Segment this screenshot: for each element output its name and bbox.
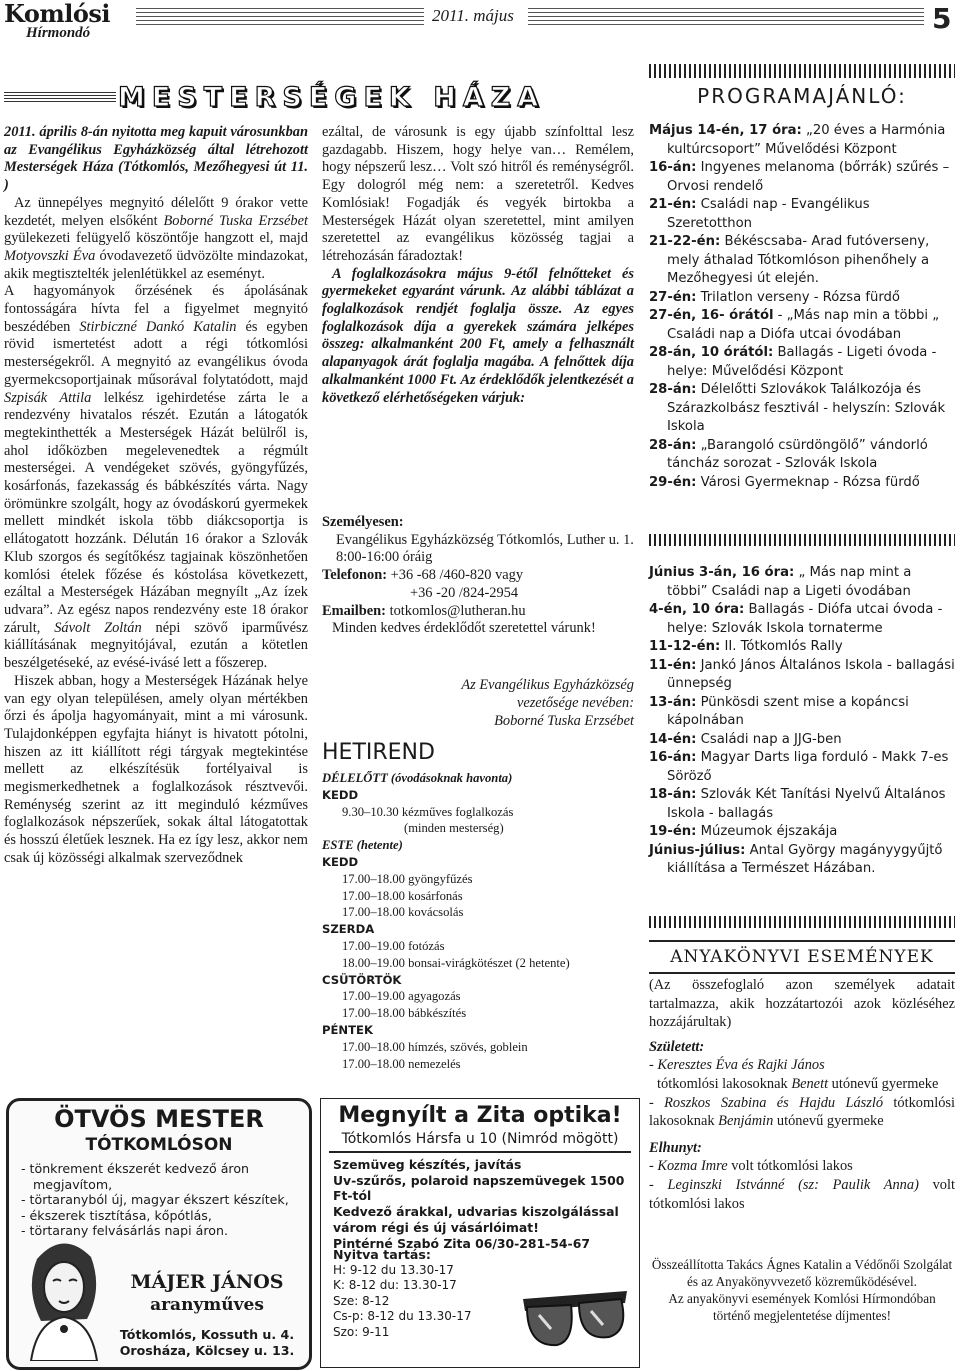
text-run: utónevű gyermeke bbox=[828, 1075, 939, 1092]
program-date: 14-én: bbox=[649, 731, 697, 747]
program-item bbox=[649, 381, 955, 437]
program-item bbox=[649, 344, 955, 381]
opening-hours-list bbox=[333, 1263, 471, 1340]
logo-subtitle: Hírmondó bbox=[26, 25, 91, 41]
text-run: óvodavezető üdvözölte mindazokat, akik megtisztelték jelenlétükkel az eseményt. bbox=[4, 247, 308, 282]
program-description: Ingyenes melanoma (bőrrák) szűrés – Orvosi rendelő bbox=[667, 160, 950, 194]
schedule-item: 17.00–18.00 bábkészítés bbox=[342, 1006, 467, 1021]
opening-hours-row: H: 9-12 du 13.30-17 bbox=[333, 1263, 454, 1277]
contact-personal-label: Személyesen: bbox=[322, 514, 404, 530]
person-name: - Leginszki Istvánné (sz: Paulik Anna) bbox=[649, 1176, 919, 1193]
article-paragraph-5: A foglalkozásokra május 9-étől felnőtteket és gyermekeket egyaránt várunk. Az alábbi táblázat a foglalkozások rendjét foglalja össze. Az egyes foglalkozások díja a gyerekek számára jelképes összeg: alkalmanként 200 Ft, amely a felhasznált alapanyagok árát foglalja magába. A felnőttek díja alkalmanként 1000 Ft. Az érdeklődők jelentkezését a következő elérhetőségeken várjuk: bbox=[322, 265, 634, 406]
logo-title: Komlósi bbox=[4, 0, 110, 28]
woman-portrait-illustration bbox=[17, 1229, 109, 1361]
program-date: 11-én: bbox=[649, 657, 697, 673]
contact-email bbox=[322, 603, 634, 621]
died-entry-2 bbox=[649, 1176, 955, 1213]
person-name: Stirbiczné Dankó Katalin bbox=[79, 318, 237, 335]
program-date: 27-én: bbox=[649, 289, 697, 305]
program-item bbox=[649, 564, 955, 601]
optician-ad bbox=[320, 1098, 640, 1368]
contact-phone-2: +36 -20 /824-2954 bbox=[410, 584, 519, 601]
died-label: Elhunyt: bbox=[649, 1139, 702, 1156]
service-item: - ékszerek tisztítása, kőpótlás, bbox=[21, 1207, 212, 1223]
program-description: Pünkösdi szent mise a kopáncsi kápolnában bbox=[667, 694, 909, 728]
person-name: Boborné Tuska Erzsébet bbox=[163, 212, 308, 229]
program-date: Május 14-én, 17 óra: bbox=[649, 123, 802, 138]
schedule-item: 17.00–19.00 fotózás bbox=[342, 938, 445, 953]
contact-email-label: Emailben: bbox=[322, 602, 386, 619]
registry-intro: (Az összefoglaló azon személyek adatait tartalmazza, akik hozzátartozói azok közléséhez hozzájárultak) bbox=[649, 977, 955, 1031]
program-title: PROGRAMAJÁNLÓ: bbox=[697, 84, 907, 108]
program-date: Június 3-án, 16 óra: bbox=[649, 565, 795, 580]
schedule-item: 17.00–18.00 kovácsolás bbox=[342, 905, 464, 920]
text-run: Az ünnepélyes megnyitó délelőtt 9 órakor vette kezdetét, melyen elsőként bbox=[4, 194, 308, 229]
opening-hours-row: K: 8-12 du: 13.30-17 bbox=[333, 1278, 457, 1293]
program-divider bbox=[649, 534, 955, 546]
text-run: és egyben rövid ismertetést adott a régi tótkomlósi mesterségekről. A megnyitó az evangélikus óvoda gyermekcsoportjainak műsorával folytatódott, majd bbox=[4, 318, 308, 388]
program-description: Antal György magányygyűjtő kiállítása a Természet Házában. bbox=[667, 842, 943, 876]
signature-line: vezetősége nevében: bbox=[516, 695, 634, 711]
program-item bbox=[649, 289, 955, 308]
program-description: Szlovák Két Tanítási Nyelvű Általános Iskola - ballagás bbox=[667, 787, 946, 821]
service-item: Kedvező árakkal, udvarias kiszolgálással bbox=[333, 1204, 619, 1220]
optician-ad-title: Megnyílt a Zita optika! bbox=[338, 1103, 622, 1128]
program-description: Családi nap a JJG-ben bbox=[696, 731, 842, 747]
schedule-heading: KEDD bbox=[322, 787, 359, 802]
child-name: Benjámin bbox=[718, 1113, 774, 1130]
schedule-item: (minden mesterség) bbox=[404, 821, 504, 836]
schedule-heading: PÉNTEK bbox=[322, 1022, 373, 1037]
contact-phone-label: Telefonon: bbox=[322, 567, 388, 584]
masthead-logo bbox=[4, 2, 134, 46]
optician-ad-rule bbox=[329, 1151, 631, 1153]
program-description: „Barangoló csürdöngölő” vándorló táncház sorozat - Szlovák Iskola bbox=[667, 437, 928, 471]
signature-line: Boborné Tuska Erzsébet bbox=[494, 713, 634, 729]
schedule-item: 18.00–19.00 bonsai-virágkötészet (2 hetente) bbox=[342, 955, 570, 970]
section-title: MESTERSÉGEK HÁZA bbox=[118, 82, 546, 113]
text-run: lelkész igehirdetése zárta le a rendezvény hivatalos részét. Ezután a látogatók megtekinthették a Mesterségek Házát belülről is, ahol időközben megelevenedtek a régmúlt mesterségei. A vendégeket szövés, gyöngyfűzés, kosárfonás, fazekasság és bábkészítés várta. Nagy örömünkre szolgált, hogy az óvodáskorú gyermekek mellett mindkét iskola több diákcsoportja is ellátogatott hozzánk. Délután 16 órakor a Szlovák Klub szorgos és segítőkész tagjainak köszönhetően komlósi ételek főzése és kóstolása következett, ezáltal a Mesterségek Házában megnyílt „Az ízek udvara”. Az egész napos rendezvény este 18 órakor zárult, bbox=[4, 389, 308, 636]
died-entry-1 bbox=[649, 1157, 955, 1176]
article-column-2 bbox=[322, 124, 634, 407]
schedule-item: 9.30–10.30 kézműves foglalkozás bbox=[342, 804, 514, 819]
goldsmith-address-1: Tótkomlós, Kossuth u. 4. bbox=[119, 1327, 295, 1342]
program-item bbox=[649, 233, 955, 289]
contact-block bbox=[322, 514, 634, 638]
hetirend-schedule bbox=[322, 770, 634, 1072]
registry-note: Az anyakönyvi események Komlósi Hírmondóban történő megjelentetése díjmentes! bbox=[668, 1291, 936, 1323]
program-divider bbox=[649, 916, 955, 928]
text-run: volt tótkomlósi lakos bbox=[727, 1158, 853, 1175]
text-run: utónevű gyermeke bbox=[773, 1113, 884, 1130]
program-item bbox=[649, 437, 955, 474]
service-item: - törtaranyból új, magyar ékszert készítek, bbox=[21, 1192, 289, 1207]
article-column-1 bbox=[4, 124, 308, 868]
born-entry-1: - Keresztes Éva és Rajki János bbox=[649, 1057, 825, 1074]
program-description: „20 éves a Harmónia kultúrcsoport” Művelődési Központ bbox=[667, 123, 946, 157]
person-name: Sávolt Zoltán bbox=[54, 619, 142, 636]
program-list-may bbox=[649, 122, 955, 492]
program-item bbox=[649, 638, 955, 657]
schedule-heading: SZERDA bbox=[322, 922, 375, 937]
text-run: népi szövő iparművész kiállításának megnyitójával, ezután a kötetlen beszélgetéseké, az evésé-ivásé lett a főszerep. bbox=[4, 619, 308, 672]
goldsmith-address-2: Orosháza, Kölcsey u. 13. bbox=[119, 1343, 295, 1358]
program-item bbox=[649, 307, 955, 344]
program-description: Ballagás - Ligeti óvoda - helye: Művelődési Központ bbox=[667, 345, 937, 379]
program-item bbox=[649, 657, 955, 694]
service-item: Pintérné Szabó Zita 06/30-281-54-67 bbox=[333, 1235, 590, 1251]
sunglasses-icon bbox=[517, 1269, 633, 1361]
program-description: II. Tótkomlós Rally bbox=[720, 639, 843, 654]
goldsmith-role: aranyműves bbox=[150, 1295, 264, 1315]
signature-block bbox=[322, 676, 634, 730]
schedule-heading: CSÜTÖRTÖK bbox=[322, 972, 402, 987]
goldsmith-name: MÁJER JÁNOS bbox=[130, 1271, 284, 1293]
schedule-item: 17.00–18.00 kosárfonás bbox=[342, 888, 463, 903]
goldsmith-ad-services bbox=[21, 1161, 301, 1239]
article-paragraph-3: Hiszek abban, hogy a Mesterségek Házának helye van egy olyan településen, amely olyan mértékben őrzi és ápolja hagyományait, mint a mi városunk. Tulajdonképpen egyfajta hiányt is hivatott pótolni, hiszen az itt kiállított régi tárgyak megtekintése mellett az elkészítésük fortélyaival is megismerkedhetnek a foglalkozások résztvevői. Reménység szerint az itt meginduló kézműves foglalkozások népszerűek, sokak által látogatottak és hosszú életűek lesznek. Ha ez így lesz, akkor nem csak új közösségi alkalmak szerveződnek bbox=[4, 672, 308, 866]
hetirend-title: HETIREND bbox=[322, 740, 435, 765]
article-paragraph-4: ezáltal, de városunk is egy újabb színfolttal lesz gazdagabb. Hiszem, hogy helye van… Remélem, hogy népszerű lesz… Volt szó hitről és reménységről. Egy dologról még nem: a szeretetről. Kedves Komlósiak! Fogadják és vegyék birtokba a Mesterségek Házát olyan szeretettel, mint amilyen szeretettel az evangélikus közösség tagjai a létrehozásán fáradoztak! bbox=[322, 124, 634, 264]
person-name: Motyovszki Éva bbox=[4, 247, 96, 264]
program-decoration bbox=[649, 64, 955, 78]
program-description: Családi nap - Evangélikus Szeretotthon bbox=[667, 197, 870, 231]
goldsmith-ad-subtitle: TÓTKOMLÓSON bbox=[85, 1135, 233, 1155]
program-description: Békéscsaba- Arad futóverseny, mely áthalad Tótkomlóson pihenőhely a Mezőhegyesi út elején. bbox=[667, 234, 930, 286]
program-item bbox=[649, 474, 955, 493]
registry-footer bbox=[649, 1256, 955, 1324]
service-item: várom régi és új vásárlóimat! bbox=[333, 1219, 539, 1235]
program-date: 13-án: bbox=[649, 694, 697, 710]
header-rule-left bbox=[136, 8, 424, 28]
program-item bbox=[649, 196, 955, 233]
text-run: volt tótkomlósi lakos bbox=[649, 1176, 955, 1212]
program-description: Városi Gyermeknap - Rózsa fürdő bbox=[696, 474, 920, 490]
service-item: Szemüveg készítés, javítás bbox=[333, 1157, 522, 1172]
program-list-june bbox=[649, 564, 955, 879]
program-item bbox=[649, 159, 955, 196]
program-description: Délelőtti Szlovákok Találkozója és Szárazkolbász fesztivál - helyszín: Szlovák Iskola bbox=[667, 382, 946, 434]
program-item bbox=[649, 842, 955, 879]
service-item: - tönkrement ékszerét kedvező áron megjavítom, bbox=[21, 1161, 250, 1192]
program-date: 18-án: bbox=[649, 787, 697, 802]
child-name: Benett bbox=[791, 1075, 829, 1092]
born-label: Született: bbox=[649, 1038, 705, 1055]
registry-block bbox=[649, 976, 955, 1213]
signature-line: Az Evangélikus Egyházközség bbox=[461, 677, 634, 693]
program-description: Múzeumok éjszakája bbox=[696, 824, 838, 839]
program-item bbox=[649, 122, 955, 159]
program-description: „ Más nap mint a többi” Családi nap a Ligeti óvodában bbox=[667, 565, 912, 599]
program-date: 16-án: bbox=[649, 750, 697, 765]
goldsmith-ad bbox=[6, 1098, 312, 1370]
goldsmith-ad-title: ÖTVÖS MESTER bbox=[54, 1105, 264, 1133]
program-description: Trilatlon verseny - Rózsa fürdő bbox=[696, 289, 900, 305]
opening-hours-row: Cs-p: 8-12 du 13.30-17 bbox=[333, 1309, 472, 1324]
opening-hours-row: Szo: 9-11 bbox=[333, 1324, 390, 1339]
parents-name: - Roszkos Szabina és Hajdu László bbox=[649, 1094, 884, 1111]
program-description: Magyar Darts liga forduló - Makk 7-es Söröző bbox=[667, 750, 949, 784]
program-date: 28-án: bbox=[649, 437, 697, 453]
program-item bbox=[649, 731, 955, 750]
page-number: 5 bbox=[932, 2, 952, 35]
program-item bbox=[649, 823, 955, 842]
schedule-heading: KEDD bbox=[322, 854, 359, 869]
program-date: 11-12-én: bbox=[649, 639, 721, 654]
article-paragraph-2 bbox=[4, 283, 308, 672]
header-rule-right bbox=[528, 8, 924, 28]
opening-hours-row: Sze: 8-12 bbox=[333, 1293, 390, 1308]
program-item bbox=[649, 786, 955, 823]
person-name: Szpisák Attila bbox=[4, 389, 92, 406]
person-name: - Kozma Imre bbox=[649, 1158, 728, 1175]
schedule-item: 17.00–18.00 nemezelés bbox=[342, 1056, 461, 1071]
article-lead: 2011. április 8-án nyitotta meg kapuit városunkban az Evangélikus Egyházközség által létrehozott Mesterségek Háza (Tótkomlós, Mezőhegyesi út 11. ) bbox=[4, 124, 308, 194]
optician-ad-services bbox=[333, 1157, 633, 1251]
schedule-item: 17.00–19.00 agyagozás bbox=[342, 989, 461, 1004]
schedule-item: 17.00–18.00 gyöngyfűzés bbox=[342, 871, 473, 886]
contact-phone-1: +36 -68 /460-820 vagy bbox=[390, 567, 524, 584]
program-date: 21-én: bbox=[649, 197, 697, 212]
contact-phone bbox=[322, 567, 634, 585]
text-run: A hagyományok őrzésének és ápolásának fontosságára hívta fel a figyelmet megnyitó beszédében bbox=[4, 283, 308, 335]
program-description: Jankó János Általános Iskola - ballagási ünnepség bbox=[667, 657, 955, 691]
program-date: 28-án, 10 órától: bbox=[649, 345, 774, 360]
service-item: Uv-szűrős, polaroid napszemüvegek 1500 Ft-tól bbox=[333, 1172, 625, 1204]
service-item: - törtarany felvásárlás napi áron. bbox=[21, 1223, 228, 1238]
born-entry-2 bbox=[649, 1094, 955, 1131]
text-run: tótkomlósi lakosoknak bbox=[649, 1094, 955, 1130]
program-date: Június-július: bbox=[649, 842, 746, 858]
program-description: Ballagás - Diófa utcai óvoda - helye: Szlovák Iskola tornaterme bbox=[667, 602, 943, 636]
born-entry-1-detail bbox=[649, 1075, 955, 1094]
program-date: 4-én, 10 óra: bbox=[649, 602, 745, 617]
contact-closing: Minden kedves érdeklődőt szeretettel várunk! bbox=[332, 620, 596, 637]
program-date: 16-án: bbox=[649, 160, 697, 175]
schedule-item: 17.00–18.00 hímzés, szövés, goblein bbox=[342, 1039, 528, 1054]
program-item bbox=[649, 694, 955, 731]
program-item bbox=[649, 749, 955, 786]
registry-title: ANYAKÖNYVI ESEMÉNYEK bbox=[649, 940, 955, 974]
schedule-heading: ESTE (hetente) bbox=[322, 838, 403, 853]
program-item bbox=[649, 601, 955, 638]
banner-rule bbox=[4, 92, 116, 104]
contact-personal-value: Evangélikus Egyházközség Tótkomlós, Luther u. 1. 8:00-16:00 óráig bbox=[336, 531, 634, 566]
program-date: 28-án: bbox=[649, 382, 697, 397]
registry-credit: Összeállította Takács Ágnes Katalin a Védőnői Szolgálat és az Anyakönyvvezető közreműködésével. bbox=[651, 1257, 953, 1289]
text-run: gyülekezeti felügyelő köszöntője hangzott el, majd bbox=[4, 230, 308, 247]
program-description: - „Más nap min a többi „ Családi nap a Diófa utcai óvodában bbox=[667, 308, 940, 342]
opening-hours-title: Nyitva tartás: bbox=[333, 1247, 431, 1262]
contact-email-value[interactable]: totkomlos@lutheran.hu bbox=[389, 602, 526, 619]
program-date: 21-22-én: bbox=[649, 234, 721, 249]
program-date: 27-én, 16- órától bbox=[649, 308, 774, 323]
schedule-heading: DÉLELŐTT (óvodásoknak havonta) bbox=[322, 771, 513, 785]
issue-date: 2011. május bbox=[432, 6, 514, 25]
program-date: 19-én: bbox=[649, 824, 697, 839]
text-run: tótkomlósi lakosoknak bbox=[657, 1075, 792, 1092]
program-date: 29-én: bbox=[649, 474, 697, 490]
article-paragraph-1 bbox=[4, 195, 308, 284]
optician-ad-address: Tótkomlós Hársfa u 10 (Nimród mögött) bbox=[341, 1131, 619, 1147]
